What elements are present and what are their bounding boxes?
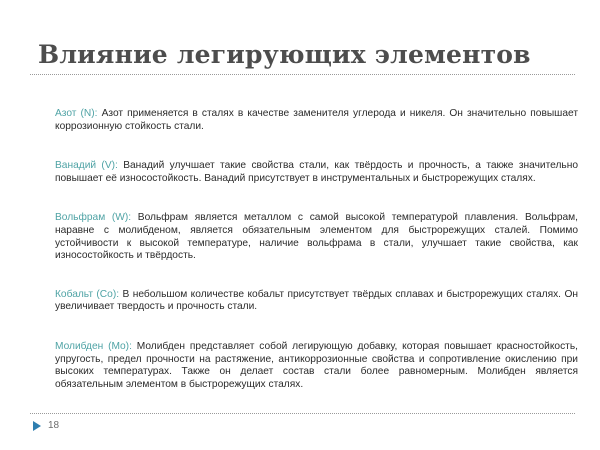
slide-title: Влияние легирующих элементов	[38, 40, 531, 69]
slide-content	[55, 108, 578, 418]
text-cobalt: В небольшом количестве кобальт присутствует твёрдых сплавах и быстрорежущих сталях. Он увеличивает твердость и прочность стали.	[55, 288, 578, 313]
term-nitrogen: Азот (N):	[55, 108, 98, 119]
paragraph-cobalt	[55, 289, 578, 314]
paragraph-vanadium	[55, 160, 578, 185]
page-number: 18	[48, 420, 60, 431]
title-divider	[30, 74, 575, 75]
paragraph-molybdenum	[55, 341, 578, 391]
term-tungsten: Вольфрам (W):	[55, 212, 132, 224]
text-nitrogen: Азот применяется в сталях в качестве заменителя углерода и никеля. Он значительно повышает коррозионную стойкость стали.	[55, 108, 579, 132]
text-tungsten: Вольфрам является металлом с самой высокой температурой плавления. Вольфрам, наравне с молибденом, является обязательным элементом для быстрорежущих сталей. Помимо устойчивости к высокой температуре, наличие вольфрама в стали, улучшает такие свойства, как износостойкость и твёрдость.	[55, 212, 578, 262]
play-arrow-icon	[33, 421, 41, 431]
term-vanadium: Ванадий (V):	[55, 160, 118, 172]
footer-divider	[30, 413, 575, 414]
term-cobalt: Кобальт (Co):	[55, 288, 120, 300]
text-vanadium: Ванадий улучшает такие свойства стали, как твёрдость и прочность, а также значительно повышает её износостойкость. Ванадий присутствует в инструментальных и быстрорежущих сталях.	[55, 160, 578, 184]
text-molybdenum: Молибден представляет собой легирующую добавку, которая повышает красностойкость, упругость, предел прочности на растяжение, антикоррозионные свойства и сопротивление окислению при высоких температурах. Также он делает состав стали более равномерным. Молибден является обязательным элементом в быстрорежущих сталях.	[55, 340, 578, 390]
term-molybdenum: Молибден (Mo):	[55, 340, 132, 352]
paragraph-tungsten	[55, 212, 578, 262]
paragraph-nitrogen	[55, 108, 578, 133]
